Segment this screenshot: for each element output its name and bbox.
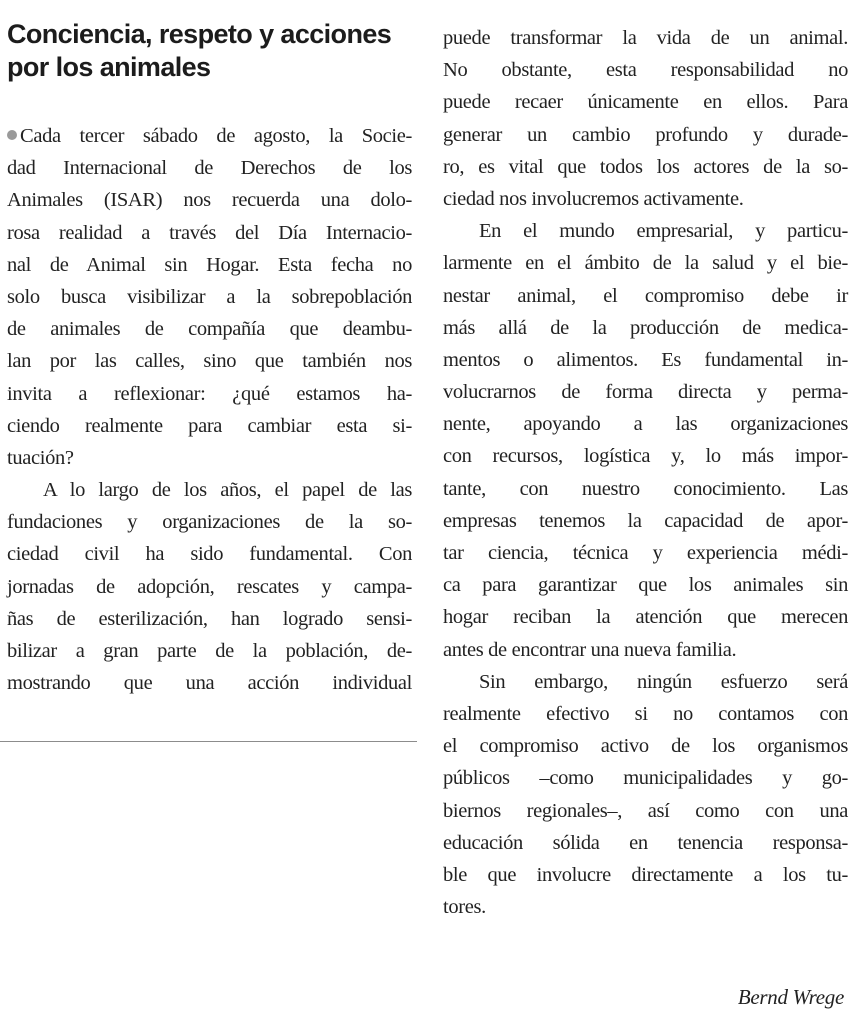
text-line	[443, 537, 848, 569]
text-line	[443, 247, 848, 279]
bullet-icon	[7, 130, 17, 140]
text-line-content: Animales (ISAR) nos recuerda una dolo-	[7, 189, 412, 212]
text-line-content: invita a reflexionar: ¿qué estamos ha-	[7, 382, 412, 405]
text-line-content: hogar reciban la atención que merecen	[443, 606, 848, 629]
text-line	[443, 859, 848, 891]
text-line	[443, 698, 848, 730]
text-line-content: realmente efectivo si no contamos con	[443, 702, 848, 725]
text-line-content: ca para garantizar que los animales sin	[443, 574, 848, 597]
text-line	[7, 667, 412, 699]
text-line	[443, 730, 848, 762]
text-line-content: jornadas de adopción, rescates y campa-	[7, 575, 412, 598]
text-line-content: A lo largo de los años, el papel de las	[43, 479, 412, 502]
text-line	[7, 410, 412, 442]
text-line	[443, 280, 848, 312]
text-line-content: fundaciones y organizaciones de la so-	[7, 511, 412, 534]
text-line	[443, 601, 848, 633]
text-line	[7, 313, 412, 345]
text-line-content: Cada tercer sábado de agosto, la Socie-	[20, 125, 412, 147]
column-divider	[0, 741, 417, 742]
text-line	[443, 762, 848, 794]
text-line-content: dad Internacional de Derechos de los	[7, 157, 412, 180]
text-line	[443, 344, 848, 376]
text-line	[443, 795, 848, 827]
text-line	[7, 345, 412, 377]
text-line	[443, 473, 848, 505]
article-column-left	[7, 120, 412, 699]
text-line	[443, 215, 848, 247]
text-line-content: ciedad civil ha sido fundamental. Con	[7, 543, 412, 566]
text-line-content: ro, es vital que todos los actores de la so-	[443, 155, 848, 178]
text-line-content: más allá de la producción de medica-	[443, 316, 848, 339]
text-line-content: el compromiso activo de los organismos	[443, 735, 848, 758]
article-column-right	[443, 22, 848, 923]
text-line-content: No obstante, esta responsabilidad no	[443, 59, 848, 82]
text-line-content: mentos o alimentos. Es fundamental in-	[443, 348, 848, 371]
text-line-content: puede recaer únicamente en ellos. Para	[443, 91, 848, 114]
text-line-content: ble que involucre directamente a los tu-	[443, 863, 848, 886]
text-line	[7, 217, 412, 249]
text-line-content: nestar animal, el compromiso debe ir	[443, 284, 848, 307]
text-line	[7, 120, 412, 152]
text-line-content: larmente en el ámbito de la salud y el bie-	[443, 252, 848, 275]
text-line-content: nal de Animal sin Hogar. Esta fecha no	[7, 253, 412, 276]
article-title: Conciencia, respeto y acciones por los animales	[7, 19, 392, 82]
text-line	[443, 891, 848, 923]
text-line	[7, 152, 412, 184]
text-line	[443, 312, 848, 344]
text-line	[7, 184, 412, 216]
text-line-content: rosa realidad a través del Día Internacio-	[7, 221, 412, 244]
text-line-content: con recursos, logística y, lo más impor-	[443, 445, 848, 468]
text-line-content: ñas de esterilización, han logrado sensi-	[7, 607, 412, 630]
text-line	[443, 86, 848, 118]
text-line-content: tuación?	[7, 446, 74, 469]
text-line-content: volucrarnos de forma directa y perma-	[443, 381, 848, 404]
text-line	[443, 634, 848, 666]
author-signature: Bernd Wrege	[737, 985, 844, 1009]
text-line-content: bilizar a gran parte de la población, de-	[7, 640, 412, 662]
text-line	[7, 506, 412, 538]
text-line	[443, 666, 848, 698]
text-line-content: En el mundo empresarial, y particu-	[479, 220, 848, 243]
text-line	[443, 408, 848, 440]
text-line	[7, 378, 412, 410]
text-line-content: lan por las calles, sino que también nos	[7, 350, 412, 373]
text-line	[443, 183, 848, 215]
text-line	[443, 151, 848, 183]
text-line-content: Sin embargo, ningún esfuerzo será	[479, 670, 848, 693]
text-line-content: tores.	[443, 896, 486, 919]
text-line-content: de animales de compañía que deambu-	[7, 318, 412, 341]
text-line-content: biernos regionales–, así como con una	[443, 799, 848, 822]
text-line	[7, 603, 412, 635]
text-line	[7, 442, 412, 474]
text-line	[443, 54, 848, 86]
text-line	[443, 22, 848, 54]
text-line	[7, 571, 412, 603]
text-line	[7, 538, 412, 570]
text-line-content: ciendo realmente para cambiar esta si-	[7, 414, 412, 437]
text-line	[443, 569, 848, 601]
text-line-content: públicos –como municipalidades y go-	[443, 767, 848, 790]
text-line	[7, 281, 412, 313]
text-line	[443, 505, 848, 537]
text-line-content: educación sólida en tenencia responsa-	[443, 831, 848, 854]
text-line	[443, 376, 848, 408]
text-line	[443, 827, 848, 859]
text-line	[7, 635, 412, 667]
text-line-content: nente, apoyando a las organizaciones	[443, 413, 848, 436]
text-line	[7, 474, 412, 506]
text-line-content: ciedad nos involucremos activamente.	[443, 187, 744, 210]
text-line	[443, 440, 848, 472]
text-line-content: puede transformar la vida de un animal.	[443, 27, 848, 49]
text-line-content: tante, con nuestro conocimiento. Las	[443, 477, 848, 500]
text-line-content: solo busca visibilizar a la sobrepoblación	[7, 285, 412, 308]
text-line-content: antes de encontrar una nueva familia.	[443, 638, 737, 661]
text-line-content: empresas tenemos la capacidad de apor-	[443, 509, 848, 532]
text-line	[7, 249, 412, 281]
text-line	[443, 119, 848, 151]
text-line-content: tar ciencia, técnica y experiencia médi-	[443, 542, 848, 564]
text-line-content: mostrando que una acción individual	[7, 672, 412, 695]
text-line-content: generar un cambio profundo y durade-	[443, 123, 848, 146]
